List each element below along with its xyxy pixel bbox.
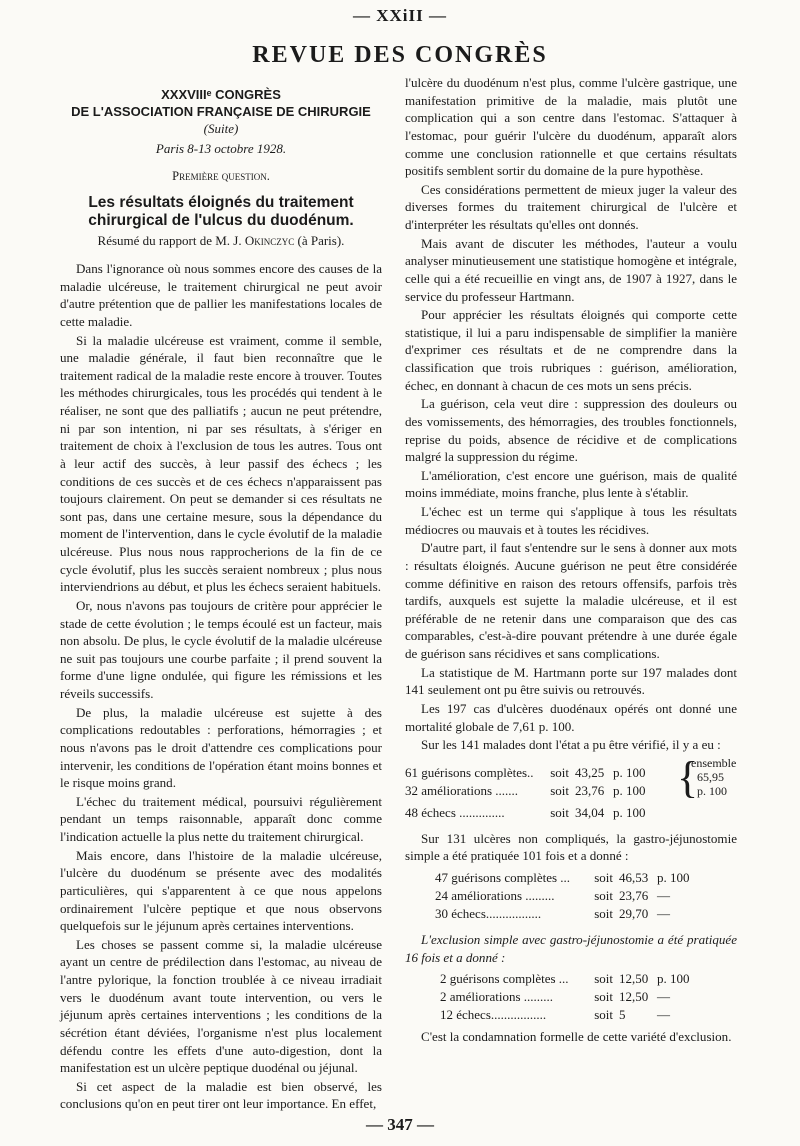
resume-author: Okinczyc: [244, 233, 295, 248]
journal-title: REVUE DES CONGRÈS: [252, 42, 548, 68]
body-paragraph: Mais encore, dans l'histoire de la maladie ulcéreuse, l'ulcère du duodénum se présente avec des modalités particulières, qui s'apparentent à ce que nous appelons ordinairement l'ulcère peptique et que nous observons quelquefois sur le jéjunum après certaines interventions.: [60, 847, 382, 934]
body-paragraph: La statistique de M. Hartmann porte sur 197 malades dont 141 seulement ont pu être suivis ou retrouvés.: [405, 664, 737, 698]
brace-icon: {: [677, 752, 699, 802]
question-heading: Première question.: [172, 169, 270, 183]
body-paragraph: L'amélioration, c'est encore une guérison, mais de qualité moins immédiate, moins franche, plus lente à s'établir.: [405, 467, 737, 501]
left-column: [60, 72, 382, 1114]
body-paragraph: Si cet aspect de la maladie est bien observé, les conclusions qu'on en peut tirer ont leur importance. En effet,: [60, 1078, 382, 1112]
body-paragraph: La guérison, cela veut dire : suppression des douleurs ou des vomissements, des hémorragies, des troubles fonctionnels, reprise du poids, absence de récidive et de complications malgré la suppression du régime.: [405, 396, 737, 465]
congress-line-1: XXXVIIIᵉ CONGRÈS: [161, 87, 281, 102]
body-paragraph: Mais avant de discuter les méthodes, l'auteur a voulu analyser minutieusement une statistique homogène et intégrale, celle qui a été recueillie en vingt ans, de 1907 à 1927, dans le service du professeur Hartmann.: [405, 235, 737, 304]
table-row: 24 améliorations ......... soit 23,76 —: [435, 888, 670, 903]
table-row: 30 échecs................. soit 29,70 —: [435, 906, 670, 921]
results-table-exclusion: [440, 970, 705, 1024]
body-paragraph: Dans l'ignorance où nous sommes encore des causes de la maladie ulcéreuse, le traitement chirurgical ne peut avoir d'autre prétention que de pallier les manifestations locales de cette maladie.: [60, 261, 382, 329]
body-paragraph: D'autre part, il faut s'entendre sur le sens à donner aux mots : résultats éloignés. Aucune guérison ne peut être considérée comme définitive en raison des retours offensifs, parfois très tardifs, auxquels est sujette la maladie ulcéreuse, et il est préférable de ne retenir dans une comparaison que des cas comparables, c'est-à-dire pouvant prétendre à une durée égale de guérison sans récidives et sans complications.: [405, 540, 737, 661]
body-paragraph: Sur les 141 malades dont l'état a pu être vérifié, il y a eu :: [421, 737, 721, 753]
body-paragraph: l'ulcère du duodénum n'est plus, comme l'ulcère gastrique, une manifestation primitive de la maladie, mais plutôt une complication qui a son centre dans l'estomac. S'attaquer à l'estomac, pour guérir l'ulcère du duodénum, apparaît alors comme une conclusion rationnelle et que certains résultats positifs semblent sortir du domaine de la pure hypothèse.: [405, 75, 737, 179]
resume-suffix: (à Paris).: [294, 233, 345, 248]
results-table-gastro-jejunostomie: [435, 869, 705, 923]
body-paragraph: C'est la condamnation formelle de cette variété d'exclusion.: [421, 1029, 732, 1045]
body-paragraph: De plus, la maladie ulcéreuse est sujette à des complications redoutables : perforations, hémorragies ; et nous n'avons pas le droit d'attendre ces complications pour intervenir, les conditions de l'opération étant moins bonnes et le risque moins grand.: [60, 704, 382, 791]
table-row: 2 guérisons complètes ... soit 12,50 p. 100: [440, 971, 690, 987]
congress-suite: (Suite): [203, 121, 239, 136]
results-table-overall: [405, 752, 737, 822]
body-paragraph: Pour apprécier les résultats éloignés qui comporte cette statistique, il lui a paru indispensable de simplifier la manière d'exprimer ces résultats et de ne comprendre dans la classification que trois rubriques : guérison, amélioration, échec, en donnant à chacun de ces mots un sens précis.: [405, 307, 737, 393]
body-paragraph: Sur 131 ulcères non compliqués, la gastro-jéjunostomie simple a été pratiquée 101 fois et a donné :: [405, 830, 737, 864]
body-paragraph: Les 197 cas d'ulcères duodénaux opérés ont donné une mortalité globale de 7,61 p. 100.: [405, 700, 737, 734]
running-head: — XXiII —: [352, 6, 447, 25]
table-row: 12 échecs................. soit 5 —: [440, 1007, 670, 1023]
article-resume: [60, 232, 382, 250]
body-paragraph: L'échec est un terme qui s'applique à tous les résultats médiocres ou mauvais et à toutes les récidives.: [405, 504, 737, 537]
right-column: [405, 74, 737, 1047]
table-row: 32 améliorations ....... soit 23,76 p. 100: [405, 782, 646, 798]
body-paragraph: Ces considérations permettent de mieux juger la valeur des diverses formes du traitement chirurgical de l'ulcère et d'interpréter les résultats qu'elles ont donnés.: [405, 181, 737, 232]
brace-unit: p. 100: [697, 783, 727, 798]
congress-line-2: DE L'ASSOCIATION FRANÇAISE DE CHIRURGIE: [71, 104, 371, 119]
table-row: 2 améliorations ......... soit 12,50 —: [440, 989, 670, 1005]
resume-prefix: Résumé du rapport de M. J.: [97, 233, 245, 248]
congress-dates: Paris 8-13 octobre 1928.: [155, 141, 287, 156]
table-row: 47 guérisons complètes ... soit 46,53 p. 100: [435, 870, 690, 885]
table-row: 61 guérisons complètes.. soit 43,25 p. 100: [405, 764, 646, 780]
body-paragraph: L'exclusion simple avec gastro-jéjunostomie a été pratiquée 16 fois et a donné :: [405, 932, 737, 965]
body-paragraph: Les choses se passent comme si, la maladie ulcéreuse ayant un centre de prédilection dans l'estomac, au niveau de l'antre pylorique, la fonction troublée à ce niveau irradiait vers le duodénum avant toute intervention, ou vers le jéjunum après certaines interventions ; les conditions de la sécrétion étant déviées, l'organisme n'est plus localement défendu contre les effets d'une auto-digestion, dont la manifestation est un ulcère peptique duodénal ou jéjunal.: [60, 936, 382, 1076]
body-paragraph: Or, nous n'avons pas toujours de critère pour apprécier le stade de cette évolution ; le temps écoulé est un facteur, mais non absolu. De plus, le cycle évolutif de la maladie ulcéreuse ne suit pas toujours une courbe parfaite ; il prend souvent la forme d'une ligne ondulée, qui figure les rémissions et les réveils successifs.: [60, 597, 382, 701]
body-paragraph: L'échec du traitement médical, poursuivi régulièrement pendant un temps raisonnable, apparaît donc comme l'indication actuelle la plus nette du traitement chirurgical.: [60, 793, 382, 844]
article-title-line-1: Les résultats éloignés du traitement: [88, 194, 354, 211]
table-row: 48 échecs .............. soit 34,04 p. 100: [405, 804, 646, 820]
brace-label: ensemble: [691, 755, 737, 770]
brace-value: 65,95: [697, 769, 724, 784]
page-number: — 347 —: [366, 1115, 434, 1134]
article-title-line-2: chirurgical de l'ulcus du duodénum.: [88, 212, 354, 229]
body-paragraph: Si la maladie ulcéreuse est vraiment, comme il semble, une maladie générale, il faut bien reconnaître que le traitement radical de la maladie reste encore à trouver. Toutes les méthodes chirurgicales, tous les procédés qui tendent à le réaliser, ne sont que des palliatifs ; aucun ne peut prétendre, ni par son intention, ni par ses résultats, à s'ériger en traitement de choix à l'exclusion de tous les autres. Tous ont à leur actif des succès, à leur passif des échecs ; les conditions de ces succès et de ces échecs n'apparaissent pas toujours clairement. On peut se demander si ces résultats ne sont pas, dans une certaine mesure, sous la dépendance du moment de l'intervention, dans le cycle évolutif de la maladie ulcéreuse. Plus nous nous rapprocherions de la fin de ce cycle évolutif, plus les succès seraient nombreux ; plus nous interviendrions au début, et plus les échecs seraient habituels.: [60, 332, 382, 595]
